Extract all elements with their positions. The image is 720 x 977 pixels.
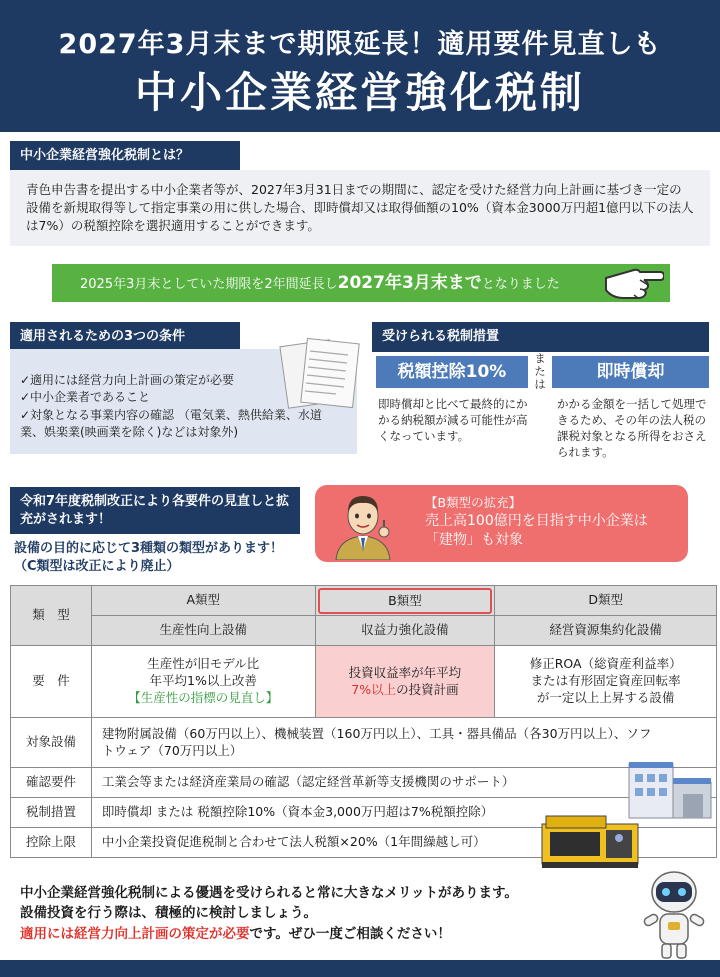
table-row <box>11 768 717 798</box>
intro-box <box>10 170 710 246</box>
footer-highlight: 適用には経営力向上計画の策定が必要 <box>20 925 250 942</box>
intro-body: 青色申告書を提出する中小企業者等が、2027年3月31日までの期間に、認定を受けた経営力向上計画に基づき一定の設備を新規取得等して指定事業の用に供した場合、即時償却又は取得価額の10%（資本金3000万円超1億円以下の法人は7%）の税額控除を選択適用することができます。 <box>26 182 694 234</box>
bubble-text <box>425 512 648 550</box>
requirement-a-line: 年平均1%以上改善 <box>149 673 257 689</box>
row-label: 対象設備 <box>11 718 92 768</box>
footer-line: 中小企業経営強化税制による優遇を受けられると常に大きなメリットがあります。 <box>20 885 518 901</box>
requirement-b-suffix: の投資計画 <box>396 681 459 697</box>
or-label: または <box>534 352 546 392</box>
type-d-category: 経営資源集約化設備 <box>495 616 717 646</box>
extension-banner <box>52 264 670 302</box>
row-value: 工業会等または経済産業局の確認（認定経営革新等支援機関のサポート） <box>91 768 716 798</box>
footer-line: 設備投資を行う際は、積極的に検討しましょう。 <box>20 905 317 922</box>
type-d-name: D類型 <box>495 586 717 616</box>
requirement-d-line: が一定以上上昇する設備 <box>536 689 675 705</box>
types-note <box>14 540 283 575</box>
condition-item: ✓適用には経営力向上計画の策定が必要 <box>20 373 235 387</box>
types-note-line: （C類型は改正により廃止） <box>14 558 180 574</box>
footer-rest: です。ぜひ一度ご相談ください！ <box>249 925 451 942</box>
row-label: 控除上限 <box>11 828 92 858</box>
bubble-title: 【B類型の拡充】 <box>425 495 522 510</box>
conditions-section-title: 適用されるための3つの条件 <box>10 322 240 352</box>
businessman-icon <box>328 488 398 560</box>
row-value: 中小企業投資促進税制と合わせて法人税額×20%（1年間繰越し可） <box>91 828 716 858</box>
requirement-d-line: 修正ROA（総資産利益率） <box>529 656 682 672</box>
footer-message <box>20 883 518 944</box>
type-b-header <box>315 586 495 616</box>
type-b-name: B類型 <box>318 588 493 614</box>
requirement-b <box>315 646 495 718</box>
condition-item: ✓中小企業者であること <box>20 390 151 405</box>
requirement-a <box>91 646 315 718</box>
requirement-d <box>495 646 717 718</box>
banner-prefix: 2025年3月末としていた期限を2年間延長し <box>80 277 338 292</box>
bubble-line: 売上高100億円を目指す中小企業は <box>425 513 648 529</box>
requirement-b-line <box>316 682 495 699</box>
requirement-a-note: 【生産性の指標の見直し】 <box>128 689 279 705</box>
immediate-depreciation-label: 即時償却 <box>552 356 709 388</box>
requirement-d-line: または有形固定資産回転率 <box>530 673 681 689</box>
row-label: 税制措置 <box>11 798 92 828</box>
requirement-b-highlight: 7%以上 <box>351 681 397 697</box>
machine-icon <box>540 808 640 870</box>
tax-credit-label: 税額控除10% <box>376 356 528 388</box>
footer-line <box>20 924 518 944</box>
pointing-hand-icon <box>604 258 664 302</box>
banner-suffix: となりました <box>481 277 560 292</box>
bubble-line: 「建物」も対象 <box>425 531 523 548</box>
revision-section-title: 令和7年度税制改正により各要件の見直しと拡充がされます！ <box>10 487 300 534</box>
bottom-bar <box>0 960 720 977</box>
condition-item: ✓対象となる事業内容の確認 （電気業、熱供給業、水道業、娯楽業(映画業を除く)などは対象外) <box>20 407 322 440</box>
type-a-name: A類型 <box>91 586 315 616</box>
header <box>0 0 720 132</box>
header-subtitle: 2027年3月末まで期限延長！適用要件見直しも <box>58 29 662 60</box>
requirement-b-line: 投資収益率が年平均 <box>348 664 462 680</box>
banner-highlight: 2027年3月末まで <box>337 273 482 293</box>
type-a-category: 生産性向上設備 <box>91 616 315 646</box>
row-value: 建物附属設備（60万円以上）、機械装置（160万円以上）、工具・器具備品（各30万円以上）、ソフトウェア（70万円以上） <box>91 718 716 768</box>
row-label: 確認要件 <box>11 768 92 798</box>
measures-section-title: 受けられる税制措置 <box>372 322 709 352</box>
type-header: 類 型 <box>11 586 92 646</box>
conditions-list <box>20 372 340 442</box>
robot-icon <box>638 868 710 960</box>
table-row <box>11 718 717 768</box>
row-value: 即時償却 または 税額控除10%（資本金3,000万円超は7%税額控除） <box>91 798 716 828</box>
header-title: 中小企業経営強化税制 <box>134 68 585 117</box>
requirement-header: 要 件 <box>11 646 92 718</box>
types-note-line: 設備の目的に応じて3種類の類型があります！ <box>14 541 284 556</box>
intro-section-title: 中小企業経営強化税制とは？ <box>10 141 240 171</box>
requirement-a-line: 生産性が旧モデル比 <box>147 656 260 672</box>
tax-credit-description: 即時償却と比べて最終的にかかる納税額が減る可能性が高くなっています。 <box>378 397 528 444</box>
immediate-depreciation-description: かかる金額を一括して処理できるため、その年の法人税の課税対象となる所得をおさえられます。 <box>557 397 707 460</box>
type-b-category: 収益力強化設備 <box>315 616 495 646</box>
